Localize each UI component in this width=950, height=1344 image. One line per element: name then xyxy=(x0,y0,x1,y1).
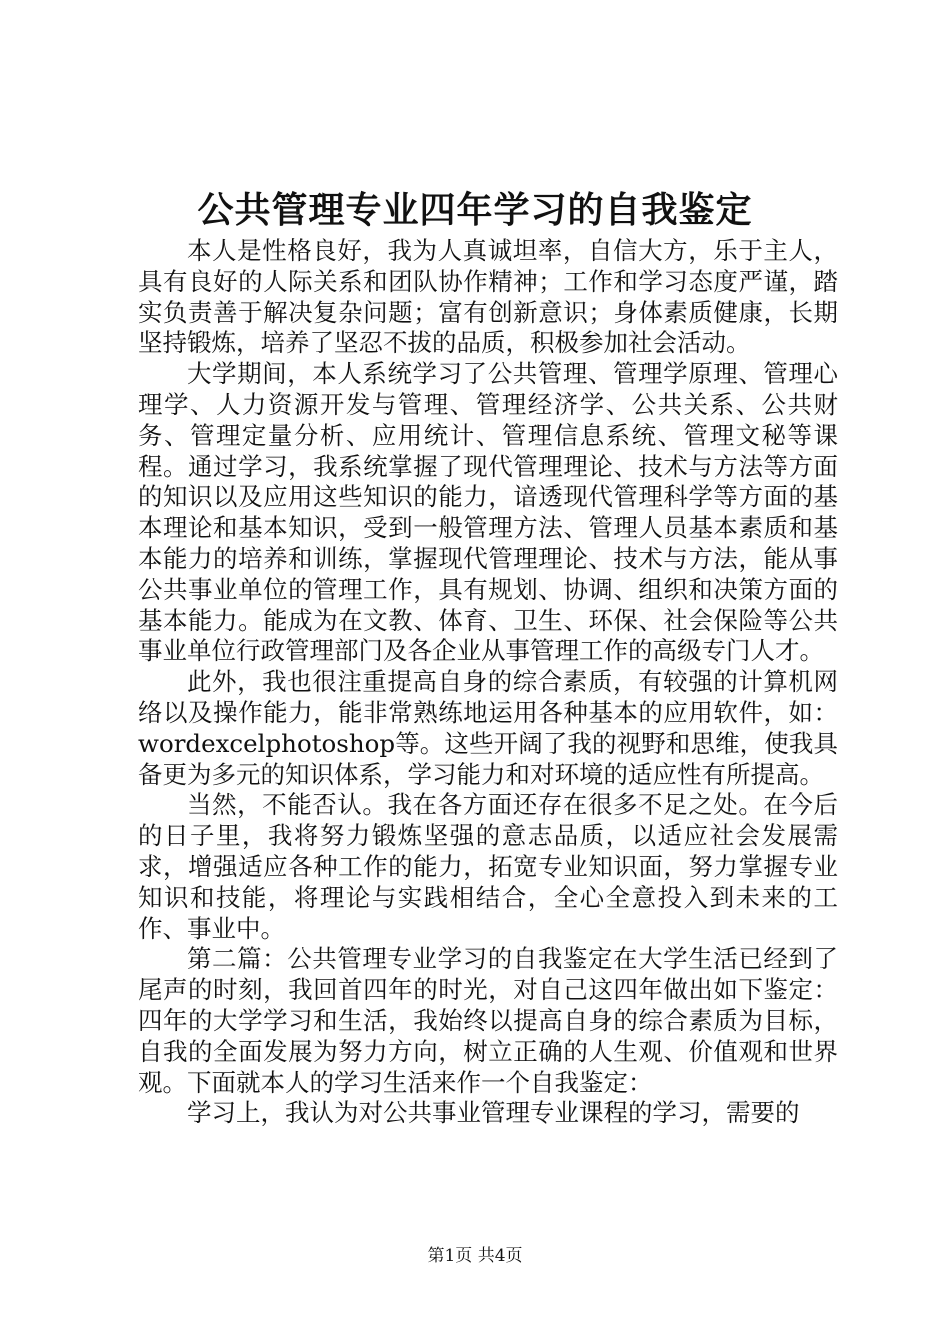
paragraph: 大学期间，本人系统学习了公共管理、管理学原理、管理心理学、人力资源开发与管理、管理经济学、公共关系、公共财务、管理定量分析、应用统计、管理信息系统、管理文秘等课程。通过学习，我系统掌握了现代管理理论、技术与方法等方面的知识以及应用这些知识的能力，谙透现代管理科学等方面的基本理论和基本知识，受到一般管理方法、管理人员基本素质和基本能力的培养和训练，掌握现代管理理论、技术与方法，能从事公共事业单位的管理工作，具有规划、协调、组织和决策方面的基本能力。能成为在文教、体育、卫生、环保、社会保险等公共事业单位行政管理部门及各企业从事管理工作的高级专门人才。 xyxy=(138,359,838,666)
paragraph: 第二篇：公共管理专业学习的自我鉴定在大学生活已经到了尾声的时刻，我回首四年的时光，对自己这四年做出如下鉴定：四年的大学学习和生活，我始终以提高自身的综合素质为目标，自我的全面发展为努力方向，树立正确的人生观、价值观和世界观。下面就本人的学习生活来作一个自我鉴定： xyxy=(138,944,838,1097)
paragraph: 当然，不能否认。我在各方面还存在很多不足之处。在今后的日子里，我将努力锻炼坚强的意志品质，以适应社会发展需求，增强适应各种工作的能力，拓宽专业知识面，努力掌握专业知识和技能，将理论与实践相结合，全心全意投入到未来的工作、事业中。 xyxy=(138,790,838,943)
paragraph: 本人是性格良好，我为人真诚坦率，自信大方，乐于主人，具有良好的人际关系和团队协作精神；工作和学习态度严谨，踏实负责善于解决复杂问题；富有创新意识；身体素质健康，长期坚持锻炼，培养了坚忍不拔的品质，积极参加社会活动。 xyxy=(138,236,838,358)
page-number-footer: 第1页 共4页 xyxy=(427,1246,523,1266)
document-body xyxy=(138,236,838,1129)
paragraph: 学习上，我认为对公共事业管理专业课程的学习，需要的 xyxy=(187,1098,800,1128)
paragraph: 此外，我也很注重提高自身的综合素质，有较强的计算机网络以及操作能力，能非常熟练地运用各种基本的应用软件，如：wordexcelphotoshop等。这些开阔了我的视野和思维，使我具备更为多元的知识体系，学习能力和对环境的适应性有所提高。 xyxy=(138,667,838,789)
document-title: 公共管理专业四年学习的自我鉴定 xyxy=(197,189,753,231)
